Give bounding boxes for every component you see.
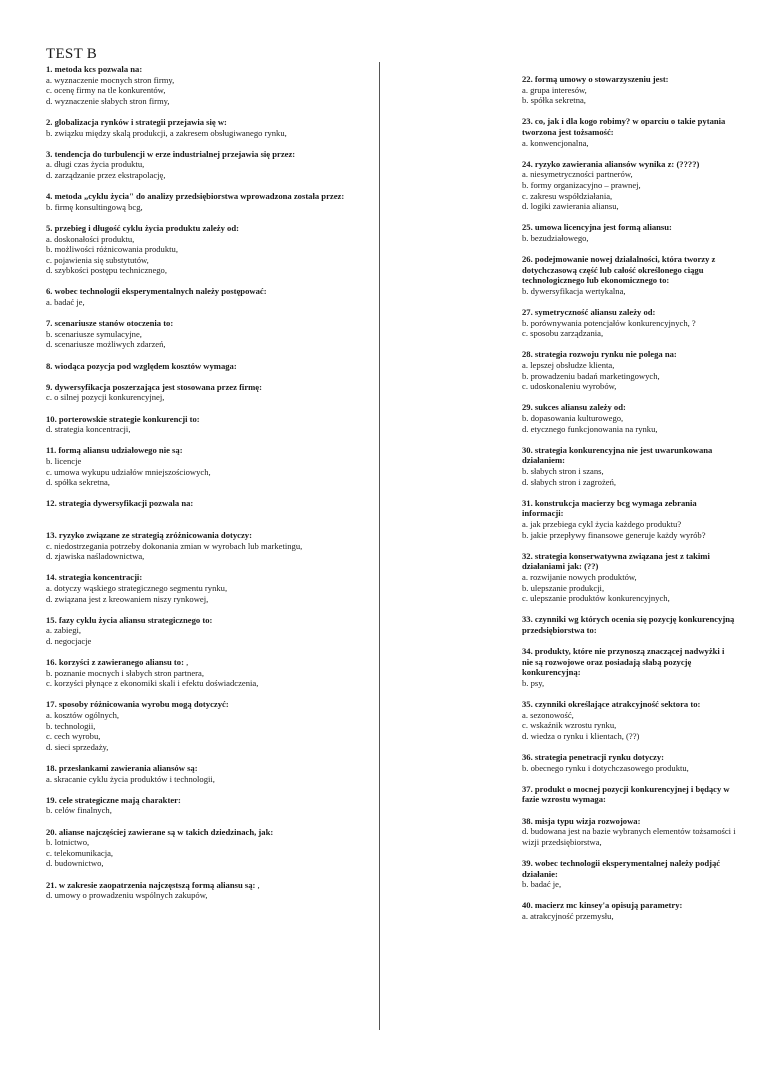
answer-option: b. firmę konsultingową bcg, xyxy=(46,201,143,212)
question-block xyxy=(522,752,737,773)
question-block xyxy=(46,286,376,307)
answer-option: c. niedostrzegania potrzeby dokonania zmian w wyrobach lub marketingu, xyxy=(46,540,303,551)
answer-option: d. budowana jest na bazie wybranych elementów tożsamości i wizji przedsiębiorstwa, xyxy=(522,826,736,847)
answer-option: d. związana jest z kreowaniem niszy rynkowej, xyxy=(46,593,209,604)
question-block xyxy=(522,784,737,805)
question-block xyxy=(46,149,376,181)
answer-option: b. ulepszanie produkcji, xyxy=(522,582,605,593)
left-column xyxy=(46,64,376,911)
answer-option: c. udoskonaleniu wyrobów, xyxy=(522,381,617,392)
answer-option: c. o silnej pozycji konkurencyjnej, xyxy=(46,392,165,403)
question-block xyxy=(46,880,376,901)
question-text: 39. wobec technologii eksperymentalnej należy podjąć działanie: xyxy=(522,857,721,879)
answer-option: b. technologii, xyxy=(46,720,96,731)
answer-option: a. konwencjonalna, xyxy=(522,137,589,148)
question-block xyxy=(522,307,737,339)
answer-option: b. psy, xyxy=(522,677,545,688)
question-text: 32. strategia konserwatywna związana jest z takimi działaniami jak: (??) xyxy=(522,550,710,572)
question-text: 23. co, jak i dla kogo robimy? w oparciu o takie pytania tworzona jest tożsamość: xyxy=(522,116,726,137)
answer-option: d. logiki zawierania aliansu, xyxy=(522,201,619,212)
answer-option: a. długi czas życia produktu, xyxy=(46,159,145,170)
answer-option: c. ulepszanie produktów konkurencyjnych, xyxy=(522,593,670,604)
answer-option: b. lotnictwo, xyxy=(46,837,90,848)
answer-option: b. dopasowania kulturowego, xyxy=(522,413,624,423)
question-text: 18. przesłankami zawierania aliansów są: xyxy=(46,763,198,773)
answer-option: a. atrakcyjność przemysłu, xyxy=(522,910,614,921)
answer-option: a. wyznaczenie mocnych stron firmy, xyxy=(46,74,175,85)
question-text: 2. globalizacja rynków i strategii przejawia się w: xyxy=(46,116,227,127)
question-block xyxy=(46,223,376,276)
question-text: 29. sukces aliansu zależy od: xyxy=(522,402,626,413)
question-block xyxy=(522,858,737,890)
question-text: 19. cele strategiczne mają charakter: xyxy=(46,794,181,805)
answer-option: a. doskonałości produktu, xyxy=(46,233,135,244)
question-block xyxy=(522,816,737,848)
question-block xyxy=(522,699,737,741)
question-text: 8. wiodąca pozycja pod względem kosztów wymaga: xyxy=(46,360,237,371)
question-block xyxy=(46,657,376,689)
answer-option: b. celów finalnych, xyxy=(46,805,112,816)
question-text: 34. produkty, które nie przynoszą znaczącej nadwyżki i nie są rozwojowe oraz posiadają słabą pozycję konkurencyjną: xyxy=(522,646,725,678)
question-block xyxy=(46,795,376,816)
answer-option: d. negocjacje xyxy=(46,635,92,646)
question-text: 4. metoda „cyklu życia" do analizy przedsiębiorstwa wprowadzona została przez: xyxy=(46,191,345,202)
question-block xyxy=(522,74,737,106)
answer-option: a. skracanie cyklu życia produktów i technologii, xyxy=(46,773,215,784)
question-text: 22. formą umowy o stowarzyszeniu jest: xyxy=(522,74,669,84)
question-text: 27. symetryczność aliansu zależy od: xyxy=(522,307,656,318)
question-text: 1. metoda kcs pozwala na: xyxy=(46,64,143,74)
question-text: 40. macierz mc kinsey'a opisują parametry: xyxy=(522,900,683,911)
question-text: 9. dywersyfikacja poszerzająca jest stosowana przez firmę: xyxy=(46,381,262,392)
answer-option: b. możliwości różnicowania produktu, xyxy=(46,244,178,255)
answer-option: c. ocenę firmy na tle konkurentów, xyxy=(46,85,166,96)
answer-option: c. korzyści płynące z ekonomiki skali i efektu doświadczenia, xyxy=(46,678,259,689)
question-block xyxy=(46,699,376,752)
answer-option: b. związku między skalą produkcji, a zakresem obsługiwanego rynku, xyxy=(46,127,287,138)
answer-option: b. spółka sekretna, xyxy=(522,95,586,106)
question-block xyxy=(46,191,376,212)
question-text: 7. scenariusze stanów otoczenia to: xyxy=(46,318,174,329)
question-block xyxy=(46,414,376,435)
question-text: 25. umowa licencyjna jest formą aliansu: xyxy=(522,222,672,233)
answer-option: d. sieci sprzedaży, xyxy=(46,741,109,752)
answer-option: d. etycznego funkcjonowania na rynku, xyxy=(522,423,658,434)
question-text: 28. strategia rozwoju rynku nie polega na: xyxy=(522,349,677,360)
answer-option: b. jakie przepływy finansowe generuje każdy wyrób? xyxy=(522,529,706,540)
answer-option: c. wskaźnik wzrostu rynku, xyxy=(522,720,617,731)
answer-option: d. spółka sekretna, xyxy=(46,477,110,488)
question-text: 5. przebieg i długość cyklu życia produktu zależy od: xyxy=(46,222,239,233)
question-block xyxy=(522,159,737,212)
answer-option: a. kosztów ogólnych, xyxy=(46,710,120,721)
answer-option: c. telekomunikacja, xyxy=(46,847,114,858)
answer-option: d. wyznaczenie słabych stron firmy, xyxy=(46,95,170,106)
question-block xyxy=(522,445,737,487)
answer-option: b. licencje xyxy=(46,455,82,466)
question-text: 12. strategia dywersyfikacji pozwala na: xyxy=(46,498,194,509)
question-block xyxy=(46,763,376,784)
answer-option: a. zabiegi, xyxy=(46,625,82,636)
answer-option: b. obecnego rynku i dotychczasowego produktu, xyxy=(522,762,689,773)
question-block xyxy=(46,530,376,562)
question-text: 31. konstrukcja macierzy bcg wymaga zebrania informacji: xyxy=(522,497,697,519)
answer-option: d. szybkości postępu technicznego, xyxy=(46,265,167,276)
question-text: 30. strategia konkurencyjna nie jest uwarunkowana działaniem: xyxy=(522,444,713,466)
question-block xyxy=(522,900,737,921)
answer-option: a. niesymetryczności partnerów, xyxy=(522,169,633,180)
answer-option: b. badać je, xyxy=(522,879,562,890)
answer-option: d. słabych stron i zagrożeń, xyxy=(522,476,617,487)
question-text: 6. wobec technologii eksperymentalnych należy postępować: xyxy=(46,286,267,297)
answer-option: b. poznanie mocnych i słabych stron partnera, xyxy=(46,667,204,678)
column-divider xyxy=(379,62,380,1030)
question-text: 16. korzyści z zawieranego aliansu to: , xyxy=(46,657,189,668)
question-block xyxy=(46,445,376,487)
question-block xyxy=(522,551,737,604)
answer-option: a. rozwijanie nowych produktów, xyxy=(522,571,637,582)
question-text: 3. tendencja do turbulencji w erze industrialnej przejawia się przez: xyxy=(46,148,296,159)
question-block xyxy=(46,318,376,350)
answer-option: b. prowadzeniu badań marketingowych, xyxy=(522,370,660,381)
question-block xyxy=(522,498,737,540)
answer-option: c. sposobu zarządzania, xyxy=(522,328,604,339)
answer-option: a. badać je, xyxy=(46,297,85,308)
answer-option: c. umowa wykupu udziałów mniejszościowych, xyxy=(46,466,211,477)
answer-option: b. słabych stron i szans, xyxy=(522,465,604,476)
answer-option: a. jak przebiega cykl życia każdego produktu? xyxy=(522,518,682,529)
question-text: 10. porterowskie strategie konkurencji to: xyxy=(46,413,200,424)
question-block xyxy=(46,827,376,869)
answer-option: a. lepszej obsłudze klienta, xyxy=(522,360,615,371)
question-block xyxy=(46,498,376,509)
question-block xyxy=(522,116,737,148)
question-block xyxy=(522,254,737,296)
answer-option: d. wiedza o rynku i klientach, (??) xyxy=(522,730,640,741)
question-block xyxy=(46,615,376,647)
answer-option: d. zarządzanie przez ekstrapolację, xyxy=(46,169,166,180)
question-text: 11. formą aliansu udziałowego nie są: xyxy=(46,445,183,456)
answer-option: c. pojawienia się substytutów, xyxy=(46,254,149,265)
question-text: 26. podejmowanie nowej działalności, która tworzy z dotychczasową część lub całość określonego ciągu technologicznego lub ekonomicznego to: xyxy=(522,254,716,286)
question-text: 20. alianse najczęściej zawierane są w takich dziedzinach, jak: xyxy=(46,826,274,837)
question-block xyxy=(522,646,737,688)
question-text: 13. ryzyko związane ze strategią zróżnicowania dotyczy: xyxy=(46,529,252,540)
answer-option: b. bezudziałowego, xyxy=(522,232,589,243)
answer-option: d. scenariusze możliwych zdarzeń, xyxy=(46,339,166,350)
answer-option: a. dotyczy wąskiego strategicznego segmentu rynku, xyxy=(46,582,228,593)
right-column xyxy=(522,74,737,932)
question-text: 14. strategia koncentracji: xyxy=(46,572,143,583)
question-text: 33. czynniki wg których ocenia się pozycję konkurencyjną przedsiębiorstwa to: xyxy=(522,614,735,635)
question-block xyxy=(522,614,737,635)
question-block xyxy=(46,382,376,403)
answer-option: d. budownictwo, xyxy=(46,858,104,869)
document-title: TEST B xyxy=(46,46,98,62)
question-block xyxy=(522,402,737,434)
question-block xyxy=(522,349,737,391)
answer-option: c. zakresu współdziałania, xyxy=(522,190,613,201)
question-text: 15. fazy cyklu życia aliansu strategicznego to: xyxy=(46,614,213,625)
answer-option: b. dywersyfikacja wertykalna, xyxy=(522,285,626,296)
answer-option: c. cech wyrobu, xyxy=(46,731,101,742)
answer-option: d. zjawiska naśladownictwa, xyxy=(46,551,145,562)
question-block xyxy=(46,572,376,604)
question-text: 36. strategia penetracji rynku dotyczy: xyxy=(522,752,665,762)
question-text: 38. misja typu wizja rozwojowa: xyxy=(522,815,641,826)
answer-option: b. formy organizacyjno – prawnej, xyxy=(522,179,641,190)
question-text: 24. ryzyko zawierania aliansów wynika z: (????) xyxy=(522,158,700,169)
question-text: 37. produkt o mocnej pozycji konkurencyjnej i będący w fazie wzrostu wymaga: xyxy=(522,783,730,805)
question-block xyxy=(46,361,376,372)
answer-option: d. strategia koncentracji, xyxy=(46,424,131,435)
question-text: 35. czynniki określające atrakcyjność sektora to: xyxy=(522,699,701,710)
question-text: 17. sposoby różnicowania wyrobu mogą dotyczyć: xyxy=(46,699,229,710)
question-block xyxy=(46,117,376,138)
answer-option: d. umowy o prowadzeniu wspólnych zakupów, xyxy=(46,890,208,901)
answer-option: b. porównywania potencjałów konkurencyjnych, ? xyxy=(522,317,696,328)
answer-option: b. scenariusze symulacyjne, xyxy=(46,328,142,339)
answer-option: a. sezonowość, xyxy=(522,709,574,720)
question-block xyxy=(522,222,737,243)
answer-option: a. grupa interesów, xyxy=(522,84,587,95)
question-block xyxy=(46,64,376,106)
question-text: 21. w zakresie zaopatrzenia najczęstszą formą aliansu są: , xyxy=(46,879,260,890)
